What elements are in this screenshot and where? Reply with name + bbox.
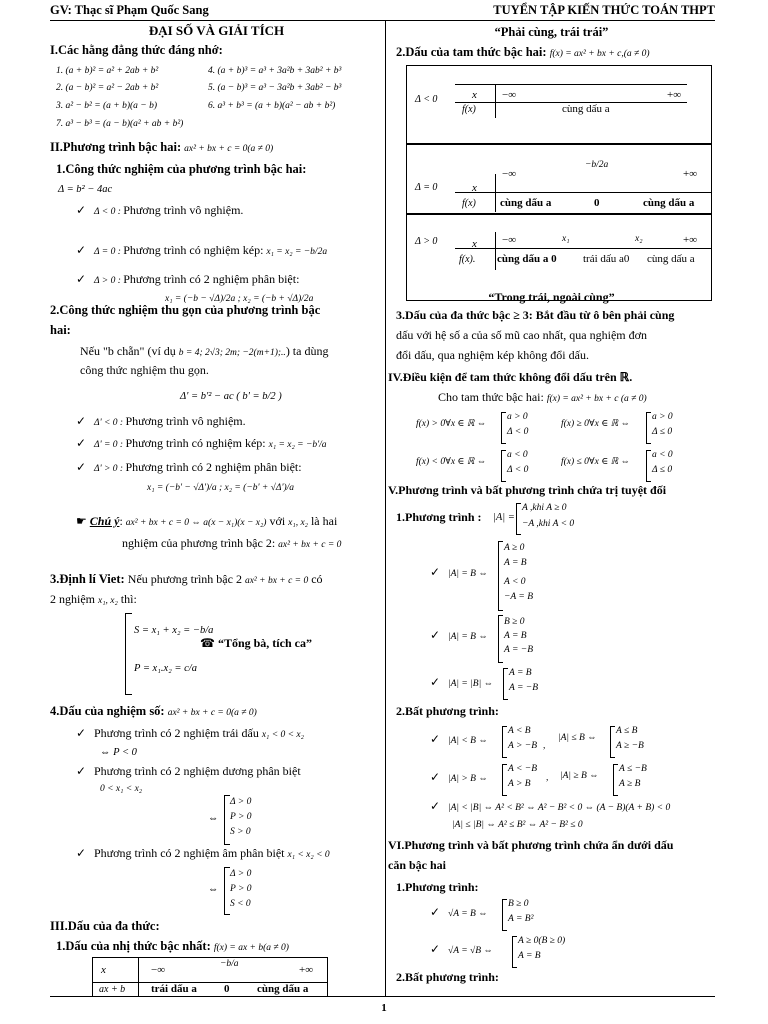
cond: A = B [509, 668, 532, 678]
check-icon: ✓ [76, 203, 87, 217]
brace [501, 450, 506, 482]
abs-ineq-3: ✓ |A| > B ⇔ [430, 770, 488, 784]
trinomial-given: Cho tam thức bậc hai: f(x) = ax² + bx + c (a ≠ 0) [438, 390, 647, 404]
binomial-sign-table: x −∞ −b/a +∞ ax + b trái dấu a 0 cùng dấu a [92, 957, 328, 997]
negative-roots: ✓ Phương trình có 2 nghiệm âm phân biệt x₁ < x₂ < 0 [76, 846, 330, 860]
check-icon: ✓ [76, 243, 87, 257]
delta-formula: Δ = b² − 4ac [58, 184, 113, 195]
heading-radical-ineq: 2.Bất phương trình: [396, 970, 499, 984]
abs-eq-3: ✓ |A| = |B| ⇔ [430, 675, 494, 689]
cond-nonneg: f(x) ≥ 0∀x ∈ ℝ ⇔ [561, 419, 631, 429]
identity-7: 7. a³ − b³ = (a − b)(a² + ab + b²) [56, 119, 184, 129]
cond: Δ < 0 [507, 465, 529, 475]
cond: B ≥ 0 [504, 617, 525, 627]
identity-3: 3. a² − b² = (a + b)(a − b) [56, 101, 157, 111]
cond: A ≤ B [616, 726, 638, 736]
cond: a > 0 [507, 412, 528, 422]
cond: A < 0 [504, 577, 526, 587]
column-divider [385, 21, 386, 996]
check-icon: ✓ [76, 414, 87, 428]
page-footer-rule [50, 996, 715, 997]
roots-formula: x₁ = (−b − √Δ)/2a ; x₂ = (−b + √Δ)/2a [165, 294, 314, 304]
abs-neg: −A ,khi A < 0 [522, 519, 575, 529]
check-icon: ✓ [76, 846, 87, 860]
heading-abs-eq: 1.Phương trình : [396, 510, 482, 524]
cond: A ≤ −B [619, 764, 647, 774]
table-delta-pos: Δ > 0 x −∞ x₁ x₂ +∞ f(x). cùng dấu a 0 trái dấu a0 cùng dấu a [406, 213, 712, 301]
cond: A > −B [508, 741, 538, 751]
cond: a > 0 [652, 412, 673, 422]
check-icon: ✓ [76, 764, 87, 778]
case-dprime-zero: ✓ Δ' = 0 : Phương trình có nghiệm kép: x₁ = x₂ = −b'/a [76, 436, 327, 450]
heading-absolute: V.Phương trình và bất phương trình chứa trị tuyệt đối [388, 483, 667, 497]
left-column [50, 21, 383, 996]
heading-radical-1: VI.Phương trình và bất phương trình chứa ẩn dưới dấu [388, 838, 674, 852]
b-even-note-2: công thức nghiệm thu gọn. [80, 363, 209, 377]
brace [503, 668, 508, 700]
viet-mnemonic: ☎ “Tổng bà, tích ca” [200, 636, 312, 650]
iff-symbol: ⇔ [208, 884, 219, 895]
iff-symbol: ⇔ [208, 813, 219, 824]
section-title: ĐẠI SỐ VÀ GIẢI TÍCH [148, 23, 285, 38]
cond-delta: Δ > 0 [230, 869, 252, 879]
brace [512, 936, 517, 968]
cond-delta: Δ > 0 [230, 797, 252, 807]
cond: A < B [508, 726, 531, 736]
abs-ineq-4: |A| ≥ B ⇔ [560, 771, 599, 781]
cond: A = B [518, 951, 541, 961]
heading-polynomial-sign: III.Dấu của đa thức: [50, 919, 160, 933]
case-dprime-neg: ✓ Δ' < 0 : Phương trình vô nghiệm. [76, 414, 246, 428]
viet-line-1: 3.Định lí Viet: Nếu phương trình bậc 2 ax² + bx + c = 0 có [50, 572, 323, 586]
abs-ineq-1: ✓ |A| < B ⇔ [430, 732, 488, 746]
page-header [50, 0, 715, 21]
series-title: TUYỂN TẬP KIẾN THỨC TOÁN THPT [493, 3, 715, 17]
identity-6: 6. a³ + b³ = (a + b)(a² − ab + b²) [208, 101, 336, 111]
abs-def: |A| = [493, 512, 515, 523]
heading-trinomial: 2.Dấu của tam thức bậc hai: f(x) = ax² + bx + c,(a ≠ 0) [396, 45, 650, 59]
heading-root-sign: 4.Dấu của nghiệm số: ax² + bx + c = 0(a ≠ 0) [50, 704, 257, 718]
case-delta-neg: ✓ Δ < 0 : Phương trình vô nghiệm. [76, 203, 244, 217]
cond: A = B [504, 631, 527, 641]
cond: A = B [504, 558, 527, 568]
b-even-note: Nếu "b chẵn" (ví dụ b = 4; 2√3; 2m; −2(m+1);..) ta dùng [80, 344, 329, 358]
cond-negative: f(x) < 0∀x ∈ ℝ ⇔ [416, 457, 487, 467]
heading-abs-ineq: 2.Bất phương trình: [396, 704, 499, 718]
cond: A = B² [508, 914, 534, 924]
phone-icon: ☎ [200, 636, 215, 650]
viet-product: P = x₁.x₂ = c/a [134, 663, 197, 674]
brace [502, 726, 507, 758]
abs-ineq-6: |A| ≤ |B| ⇔ A² ≤ B² ⇔ A² − B² ≤ 0 [452, 820, 583, 830]
comma: , [543, 741, 546, 751]
page-number: 1 [381, 1002, 387, 1014]
positive-roots: ✓ Phương trình có 2 nghiệm dương phân biệt [76, 764, 301, 778]
cond: a < 0 [507, 450, 528, 460]
check-icon: ✓ [76, 726, 87, 740]
check-icon: ✓ [430, 770, 441, 784]
radical-eq-2: ✓ √A = √B ⇔ [430, 942, 493, 956]
quote-right-same: “Phải cùng, trái trái” [494, 25, 609, 39]
radical-eq-1: ✓ √A = B ⇔ [430, 905, 488, 919]
abs-ineq-5: ✓ |A| < |B| ⇔ A² < B² ⇔ A² − B² < 0 ⇔ (A − B)(A + B) < 0 [430, 799, 671, 813]
cond-p: P > 0 [230, 884, 252, 894]
check-icon: ✓ [430, 565, 441, 579]
cond-positive: f(x) > 0∀x ∈ ℝ ⇔ [416, 419, 487, 429]
check-icon: ✓ [430, 732, 441, 746]
brace [646, 412, 651, 444]
case-dprime-pos: ✓ Δ' > 0 : Phương trình có 2 nghiệm phân biệt: [76, 460, 302, 474]
opposite-sign-cond: ⇔ P < 0 [100, 747, 137, 758]
cond: A > B [508, 779, 531, 789]
case-delta-zero: ✓ Δ = 0 : Phương trình có nghiệm kép: x₁ = x₂ = −b/2a [76, 243, 328, 257]
cond-s: S > 0 [230, 827, 251, 837]
cond: A = −B [509, 683, 539, 693]
brace [502, 899, 507, 931]
comma: , [546, 773, 549, 783]
check-icon: ✓ [430, 675, 441, 689]
check-icon: ✓ [430, 905, 441, 919]
check-icon: ✓ [76, 272, 87, 286]
heading-reduced-2: hai: [50, 323, 71, 337]
cond: A ≥ −B [616, 741, 644, 751]
table-delta-neg: Δ < 0 x −∞ +∞ f(x) cùng dấu a [406, 65, 712, 145]
author-label: GV: Thạc sĩ Phạm Quốc Sang [50, 3, 209, 17]
cond: A ≥ B [619, 779, 641, 789]
heading-radical-2: căn bậc hai [388, 858, 447, 872]
cond: A ≥ 0(B ≥ 0) [518, 936, 566, 946]
cond-p: P > 0 [230, 812, 252, 822]
heading-identities: I.Các hằng đẳng thức đáng nhớ: [50, 43, 223, 57]
check-icon: ✓ [430, 799, 441, 813]
heading-reduced-1: 2.Công thức nghiệm thu gọn của phương trình bậc [50, 303, 321, 317]
poly-sign-rule-3: đổi dấu, qua nghiệm kép không đổi dấu. [396, 348, 589, 362]
opposite-sign-roots: ✓ Phương trình có 2 nghiệm trái dấu x₁ < 0 < x₂ [76, 726, 304, 740]
cond: Δ ≤ 0 [652, 427, 673, 437]
case-delta-pos: ✓ Δ > 0 : Phương trình có 2 nghiệm phân biệt: [76, 272, 300, 286]
heading-formula: 1.Công thức nghiệm của phương trình bậc hai: [56, 162, 307, 176]
table-delta-zero: Δ = 0 x −∞ −b/2a +∞ f(x) cùng dấu a 0 cùng dấu a [406, 143, 712, 215]
heading-radical-eq: 1.Phương trình: [396, 880, 479, 894]
cond: Δ ≤ 0 [652, 465, 673, 475]
right-column [388, 21, 715, 996]
brace [502, 764, 507, 796]
brace [501, 412, 506, 444]
brace [613, 764, 618, 796]
heading-constant-sign: IV.Điều kiện để tam thức không đổi dấu trên ℝ. [388, 370, 633, 384]
cond: a < 0 [652, 450, 673, 460]
viet-sum: S = x₁ + x₂ = −b/a [134, 625, 214, 636]
brace [610, 726, 615, 758]
abs-ineq-2: |A| ≤ B ⇔ [558, 733, 597, 743]
brace [516, 503, 521, 535]
check-icon: ✓ [430, 628, 441, 642]
positive-roots-cond: 0 < x₁ < x₂ [100, 784, 143, 794]
cond: Δ < 0 [507, 427, 529, 437]
quote-inside-outside: “Trong trái, ngoài cùng” [488, 290, 615, 304]
poly-sign-rule-2: dấu với hệ số a của số mũ cao nhất, qua nghiệm đơn [396, 328, 647, 342]
heading-binomial: 1.Dấu của nhị thức bậc nhất: f(x) = ax + b(a ≠ 0) [56, 939, 289, 953]
brace [498, 615, 503, 663]
brace [498, 541, 503, 611]
cond-nonpos: f(x) ≤ 0∀x ∈ ℝ ⇔ [561, 457, 631, 467]
reduced-roots: x₁ = (−b' − √Δ')/a ; x₂ = (−b' + √Δ')/a [147, 483, 295, 493]
abs-eq-2: ✓ |A| = B ⇔ [430, 628, 488, 642]
check-icon: ✓ [76, 460, 87, 474]
identity-5: 5. (a − b)³ = a³ − 3a²b + 3ab² − b³ [208, 83, 342, 93]
cond: B ≥ 0 [508, 899, 529, 909]
cond: A = −B [504, 645, 534, 655]
brace [646, 450, 651, 482]
viet-line-2: 2 nghiệm x₁, x₂ thì: [50, 592, 137, 606]
heading-quadratic: II.Phương trình bậc hai: ax² + bx + c = 0(a ≠ 0) [50, 140, 274, 154]
note-factor-2: nghiệm của phương trình bậc 2: ax² + bx + c = 0 [122, 536, 342, 550]
cond: A < −B [508, 764, 538, 774]
viet-brace [125, 613, 132, 695]
delta-prime-formula: Δ' = b'² − ac ( b' = b/2 ) [180, 391, 282, 402]
check-icon: ✓ [430, 942, 441, 956]
abs-pos: A ,khi A ≥ 0 [522, 503, 567, 513]
check-icon: ✓ [76, 436, 87, 450]
abs-eq-1: ✓ |A| = B ⇔ [430, 565, 488, 579]
poly-sign-rule-1: 3.Dấu của đa thức bậc ≥ 3: Bắt đầu từ ô bên phải cùng [396, 308, 675, 322]
identity-4: 4. (a + b)³ = a³ + 3a²b + 3ab² + b³ [208, 66, 342, 76]
identity-2: 2. (a − b)² = a² − 2ab + b² [56, 83, 159, 93]
hand-icon: ☛ [76, 514, 87, 528]
identity-1: 1. (a + b)² = a² + 2ab + b² [56, 66, 159, 76]
cond: A ≥ 0 [504, 543, 525, 553]
cond: −A = B [504, 592, 534, 602]
cond-s: S < 0 [230, 899, 251, 909]
note-factor: ☛ Chú ý: ax² + bx + c = 0 ⇔ a(x − x₁)(x − x₂) với x₁, x₂ là hai [76, 514, 338, 528]
